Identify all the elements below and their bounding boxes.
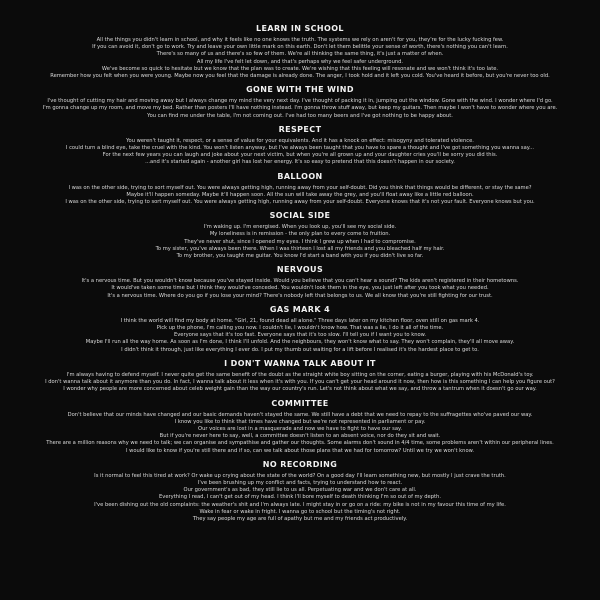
song-gas-mark-4 <box>0 305 600 354</box>
lyric-line: I'm waking up. I'm energised. When you look up, you'll see my social side. <box>203 224 397 231</box>
lyric-line: Our government's as bad, they still lie to us all. Perpetuating war and we don't care at all. <box>183 487 417 494</box>
lyric-line: Our voices are lost in a masquerade and now we have to fight to have our say. <box>198 425 402 432</box>
song-learn-in-school <box>0 24 600 80</box>
lyric-line: To my brother, you taught me guitar. You know I'd start a band with you if you didn't live so far. <box>176 253 424 260</box>
lyric-line: Maybe it'll happen someday. Maybe it'll happen soon. All the sun will take away the grey, and you'll float away like a little red balloon. <box>126 191 474 198</box>
lyric-line: There are a million reasons why we need to talk; we can organise and sympathise and gather our thoughts. Some alarms don't sound in 4/4 time, some problems aren't within our peripheral lines. <box>46 440 554 447</box>
song-title: NO RECORDING <box>262 459 338 469</box>
lyric-line: Is it normal to feel this tired at work? Or wake up crying about the state of the world? On a good day I'll learn something new, but mostly I just crave the truth. <box>94 472 506 479</box>
lyric-line: I think the world will find my body at home. "Girl, 21, found dead all alone." Three days later on my kitchen floor, oven still on gas mark 4. <box>120 317 480 324</box>
lyric-line: We've become so quick to hesitate but we know that the plan was to create. We're wishing that this feeling will resonate and we won't think it's too late. <box>101 65 499 72</box>
lyric-line: I was on the other side, trying to sort myself out. You were always getting high, running away from your self-doubt. Did you think that things would be different, or stay the same? <box>68 184 532 191</box>
lyric-line: Maybe I'll run all the way home. As soon as I'm done, I think I'll unfold. And the neighbours, they won't know what to say. They won't complain, they'll all move away. <box>85 339 515 346</box>
song-title: GONE WITH THE WIND <box>246 85 354 95</box>
lyric-line: I'm always having to defend myself. I never quite get the same benefit of the doubt as the straight white boy sitting on the corner, eating a burger, playing with his McDonald's toy. <box>66 371 534 378</box>
lyric-line: It would've taken some time but I think they would've conceded. You wouldn't look them in the eye, you just left after you took what you needed. <box>111 285 489 292</box>
song-title: SOCIAL SIDE <box>269 211 331 221</box>
lyric-line: Pick up the phone, I'm calling you now. I couldn't lie, I wouldn't know how. That was a lie, I do it all of the time. <box>156 325 444 332</box>
lyric-line: To my sister, you've always been there. When I was thirteen I lost all my friends and you bleached half my hair. <box>155 245 445 252</box>
song-title: COMMITTEE <box>271 398 329 408</box>
lyric-line: I was on the other side, trying to sort myself out. You were always getting high, running away from your self-doubt. Everyone knows that it's not your fault. Everyone knows but you. <box>65 199 535 206</box>
lyric-line: I've thought of cutting my hair and moving away but I always change my mind the very next day. I've thought of packing it in, jumping out the window. Gone with the wind. I wonder where I'd go. <box>47 98 553 105</box>
lyric-line: Don't believe that our minds have changed and our basic demands haven't stayed the same. We still have a debt that we need to repay to the suffragettes who've paved our way. <box>67 411 533 418</box>
lyric-line: All my life I've felt let down, and that's perhaps why we feel safer underground. <box>196 58 404 65</box>
lyric-line: I could turn a blind eye, take the cruel with the kind. You won't listen anyway, but I've always been taught that you have to spare a thought and I've got something you wanna say... <box>65 145 535 152</box>
song-title: BALLOON <box>277 171 323 181</box>
lyric-line: ...and it's started again - another girl has lost her energy. It's so easy to pretend that this doesn't happen in our society. <box>145 159 455 166</box>
lyric-line: They say people my age are full of apathy but me and my friends act productively. <box>192 515 408 522</box>
song-title: NERVOUS <box>276 265 324 275</box>
song-title: I DON'T WANNA TALK ABOUT IT <box>224 358 376 368</box>
lyric-line: Remember how you felt when you were young. Maybe now you feel that the damage is already done. The anger, I took hold and it left you cold. You've heard it before, but you're never too old. <box>50 73 550 80</box>
song-committee <box>0 399 600 455</box>
song-gone-with-the-wind <box>0 85 600 120</box>
lyric-line: I wonder why people are more concerned about celeb weight gain than the way our country's run. Let's not think about what we say, and throw a tantrum when it doesn't go our way. <box>63 386 537 393</box>
lyric-line: Everyone says that it's too fast. Everyone says that it's too slow. I'll tell you if I want you to know. <box>173 332 427 339</box>
lyric-line: They've never shut, since I opened my eyes. I think I grew up when I had to compromise. <box>184 238 416 245</box>
lyric-line: If you can avoid it, don't go to work. Try and leave your own little mark on this earth. Don't let them belittle your sense of worth, there's nothing you can't learn. <box>92 44 508 51</box>
lyric-line: All the things you didn't learn in school, and why it feels like no one knows the truth. The systems we rely on aren't for you, they're for the lucky fucking few. <box>96 37 504 43</box>
lyric-line: I don't wanna talk about it anymore than you do. In fact, I wanna talk about it less when it's with you. If you can't get your head around it now, then how is this something I can help you figure out? <box>45 379 555 386</box>
song-nervous <box>0 265 600 300</box>
lyric-line: There's so many of us and there's so few of them. We're all thinking the same thing, it's just a matter of when. <box>156 51 444 58</box>
lyric-line: It's a nervous time. But you wouldn't know because you've stayed inside. Would you believe that you can't hear a sound? The kids aren't registered in their hometowns. <box>81 278 519 285</box>
lyric-line: I would like to know if you're still there and if so, can we talk about those plans that we had for tomorrow? Until we try we won't know. <box>125 447 475 454</box>
lyric-line: But if you're never here to say, well, a committee doesn't listen to an absent voice, nor do they sit and wait. <box>159 433 441 440</box>
lyric-line: I've been dishing out the old complaints: the weather's shit and I'm always late. I might stay in or go on a ride: my bike is not in my favour this time of my life. <box>94 501 506 508</box>
song-title: GAS MARK 4 <box>269 304 331 314</box>
lyric-line: You weren't taught it, respect, or a sense of value for your equivalents. And it has a knock on effect: misogyny and tolerated violence. <box>126 137 474 144</box>
lyric-line: I know you like to think that times have changed but we're not represented in parliament or pay. <box>174 418 426 425</box>
lyric-line: It's a nervous time. Where do you go if you lose your mind? There's nobody left that belongs to us. We all know that you're still fighting for our trust. <box>107 292 493 299</box>
lyric-line: My loneliness is in remission - the only plan to every come to fruition. <box>209 231 391 238</box>
lyric-line: For the next few years you can laugh and joke about your next victim, but when you're all grown up and your daughter cries you'll be sorry you did this. <box>102 152 498 159</box>
song-no-recording <box>0 460 600 523</box>
lyric-line: You can find me under the table, I'm not coming out. I've had too many beers and I've got nothing to be happy about. <box>147 112 453 119</box>
lyric-line: I didn't think it through, just like everything I ever do. I put my thumb out waiting for a lift before I realised it's the hardest place to get to. <box>121 346 479 353</box>
lyric-line: I'm gonna change up my room, and move my bed. Rather than posters I'll have nothing instead. I'm gonna throw stuff away, but keep my guitars. Then maybe I won't have to wonder where you are. <box>42 105 558 112</box>
lyric-line: Wake in fear or wake in fright. I wanna go to school but the timing's not right. <box>199 508 401 515</box>
song-i-don-t-wanna-talk-about-it <box>0 359 600 394</box>
song-title: RESPECT <box>278 124 322 134</box>
lyric-line: I've been brushing up my conflict and facts, trying to understand how to react. <box>197 479 403 486</box>
song-title: LEARN IN SCHOOL <box>256 24 344 33</box>
lyric-line: Everything I read, I can't get out of my head. I think I'll bore myself to death thinking I'm so out of my depth. <box>159 494 441 501</box>
song-balloon <box>0 172 600 207</box>
song-social-side <box>0 211 600 260</box>
song-respect <box>0 125 600 167</box>
